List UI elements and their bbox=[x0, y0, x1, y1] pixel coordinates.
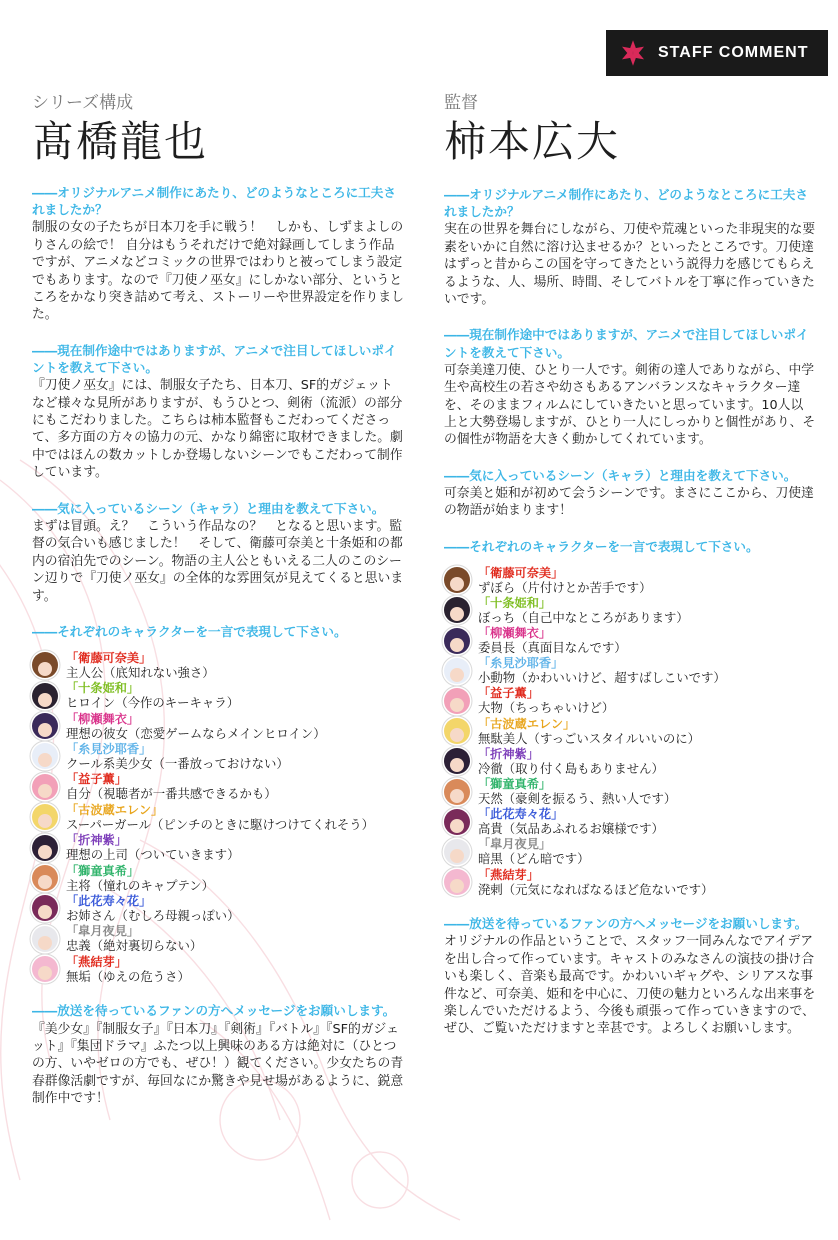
character-name: 「糸見沙耶香」 bbox=[66, 741, 152, 756]
character-text bbox=[478, 686, 614, 715]
staff-name: 髙橋龍也 bbox=[32, 117, 209, 166]
character-text bbox=[478, 717, 700, 746]
character-description: 暗黒（どん暗です） bbox=[478, 851, 590, 867]
avatar-face bbox=[450, 607, 464, 621]
character-name: 「衛藤可奈美」 bbox=[478, 565, 564, 580]
character-row bbox=[32, 711, 404, 741]
character-description: 小動物（かわいいけど、超すばしこいです） bbox=[478, 670, 726, 686]
question: ――気に入っているシーン（キャラ）と理由を教えて下さい。 bbox=[32, 500, 385, 516]
character-avatar bbox=[32, 713, 58, 739]
character-name: 「此花寿々花」 bbox=[478, 807, 564, 822]
character-row bbox=[32, 650, 404, 680]
character-name: 「糸見沙耶香」 bbox=[478, 656, 564, 671]
character-avatar bbox=[32, 683, 58, 709]
character-avatar bbox=[444, 688, 470, 714]
character-name: 「燕結芽」 bbox=[478, 867, 539, 882]
character-text bbox=[478, 626, 627, 655]
character-row bbox=[444, 746, 816, 776]
character-description: 主将（憧れのキャプテン） bbox=[66, 877, 215, 893]
question: ――それぞれのキャラクターを一言で表現して下さい。 bbox=[32, 623, 347, 639]
character-description: スーパーガール（ピンチのときに駆けつけてくれそう） bbox=[66, 816, 375, 832]
character-row bbox=[444, 837, 816, 867]
avatar-face bbox=[38, 753, 52, 767]
character-description: 溌剌（元気になればなるほど危ないです） bbox=[478, 881, 714, 897]
character-name: 「折神紫」 bbox=[478, 746, 539, 761]
character-name: 「十条姫和」 bbox=[66, 681, 140, 696]
character-row bbox=[32, 954, 404, 984]
character-name: 「折神紫」 bbox=[66, 833, 127, 848]
answer: まずは冒頭。え？ こういう作品なの？ となると思います。監督の気合いも感じました！ そして、衛藤可奈美と十条姫和の都内の宿泊先でのシーン。物語の主人公ともいえる二人のこのシーン辺りで『刀使ノ巫女』の全体的な雰囲気が見えてくると思います。 bbox=[32, 518, 404, 604]
avatar-face bbox=[38, 814, 52, 828]
character-avatar bbox=[444, 658, 470, 684]
character-name: 「衛藤可奈美」 bbox=[66, 650, 152, 665]
character-avatar bbox=[32, 835, 58, 861]
character-text bbox=[66, 712, 326, 741]
character-row bbox=[444, 867, 816, 897]
character-row bbox=[32, 863, 404, 893]
character-row bbox=[32, 772, 404, 802]
character-row bbox=[444, 565, 816, 595]
character-description: クール系美少女（一番放っておけない） bbox=[66, 755, 289, 771]
character-description: 無垢（ゆえの危うさ） bbox=[66, 968, 190, 984]
character-name: 「益子薫」 bbox=[478, 686, 539, 701]
character-name: 「獅童真希」 bbox=[478, 777, 552, 791]
character-row bbox=[444, 595, 816, 625]
character-name: 「燕結芽」 bbox=[66, 954, 127, 969]
character-description: ぼっち（自己中なところがあります） bbox=[478, 609, 689, 625]
character-name: 「益子薫」 bbox=[66, 772, 127, 787]
character-name: 「古波蔵エレン」 bbox=[66, 802, 164, 817]
character-text bbox=[66, 924, 202, 953]
character-avatar bbox=[444, 839, 470, 865]
character-list bbox=[32, 650, 404, 984]
avatar-face bbox=[450, 668, 464, 682]
character-description: お姉さん（むしろ母親っぽい） bbox=[66, 907, 240, 923]
answer: 『刀使ノ巫女』には、制服女子たち、日本刀、SF的ガジェットなど様々な見所がありますが、もうひとつ、剣術（流派）の部分にもこだわりました。こちらは柿本監督もこだわってくださって、多方面の方々の協力の元、かなり綿密に取材できました。劇中ではほんの数カットしか登場しないシーンでもこだわって制作しています。 bbox=[32, 378, 403, 481]
character-avatar bbox=[444, 748, 470, 774]
question: ――放送を待っているファンの方へメッセージをお願いします。 bbox=[32, 1003, 396, 1019]
character-name: 「獅童真希」 bbox=[66, 863, 140, 878]
character-row bbox=[444, 686, 816, 716]
character-avatar bbox=[32, 774, 58, 800]
answer: 可奈美と姫和が初めて会うシーンです。まさにここから、刀使達の物語が始まります！ bbox=[444, 486, 814, 519]
character-avatar bbox=[32, 865, 58, 891]
character-name: 「十条姫和」 bbox=[478, 595, 552, 610]
character-list bbox=[444, 565, 816, 897]
avatar-face bbox=[450, 698, 464, 712]
character-text bbox=[66, 803, 374, 832]
question: ――オリジナルアニメ制作にあたり、どのようなところに工夫されましたか？ bbox=[444, 187, 808, 220]
character-description: 理想の彼女（恋愛ゲームならメインヒロイン） bbox=[66, 725, 326, 741]
character-text bbox=[478, 777, 676, 806]
character-text bbox=[478, 656, 726, 685]
avatar-face bbox=[38, 662, 52, 676]
character-text bbox=[478, 747, 664, 776]
character-name: 「柳瀬舞衣」 bbox=[66, 711, 140, 726]
avatar-face bbox=[450, 758, 464, 772]
question: ――現在制作途中ではありますが、アニメで注目してほしいポイントを教えて下さい。 bbox=[444, 327, 809, 360]
character-description: 大物（ちっちゃいけど） bbox=[478, 700, 615, 716]
character-row bbox=[32, 741, 404, 771]
character-description: ヒロイン（今作のキーキャラ） bbox=[66, 695, 240, 711]
character-text bbox=[66, 772, 277, 801]
character-description: 自分（視聴者が一番共感できるかも） bbox=[66, 786, 277, 802]
character-row bbox=[444, 776, 816, 806]
character-text bbox=[478, 566, 651, 595]
avatar-face bbox=[38, 723, 52, 737]
question: ――オリジナルアニメ制作にあたり、どのようなところに工夫されましたか？ bbox=[32, 185, 396, 218]
avatar-face bbox=[450, 638, 464, 652]
character-avatar bbox=[32, 926, 58, 952]
character-avatar bbox=[32, 652, 58, 678]
question: ――気に入っているシーン（キャラ）と理由を教えて下さい。 bbox=[444, 467, 797, 483]
character-row bbox=[444, 807, 816, 837]
character-row bbox=[444, 656, 816, 686]
character-avatar bbox=[444, 779, 470, 805]
answer: 可奈美達刀使、ひとり一人です。剣術の達人でありながら、中学生や高校生の若さや幼さもあるアンバランスなキャラクター達を、そのままフィルムにしていきたいと思っています。10人以上と大勢登場しますが、ひとり一人にしっかりと個性があり、その個性が物語を大きく動かしてくれています。 bbox=[444, 362, 816, 448]
answer: オリジナルの作品ということで、スタッフ一同みんなでアイデアを出し合って作っています。キャストのみなさんの演技の掛け合いも楽しく、音楽も最高です。かわいいギャグや、シリアスな事件など、可奈美、姫和を中心に、刀使の魅力といろんな出来事を楽しんでいただけるよう、今後も頑張って作っていきますので、ぜひ、ご覧いただけますと幸甚です。よろしくお願いします。 bbox=[444, 934, 816, 1037]
answer: 制服の女の子たちが日本刀を手に戦う！ しかも、しずまよしのりさんの絵で！ 自分はもうそれだけで絶対録画してしまう作品ですが、アニメなどコミックの世界ではわりと被ってしまう設定でもあります。なので『刀使ノ巫女』にしかない部分、というところをかなり突き詰めて考え、ストーリーや世界設定を作りました。 bbox=[32, 220, 404, 323]
avatar-face bbox=[450, 849, 464, 863]
right-column bbox=[444, 92, 816, 1038]
avatar-face bbox=[38, 936, 52, 950]
character-text bbox=[478, 596, 689, 625]
character-name: 「古波蔵エレン」 bbox=[478, 716, 576, 731]
avatar-face bbox=[450, 789, 464, 803]
staff-comment-badge bbox=[606, 30, 828, 76]
character-description: 無駄美人（すっごいスタイルいいのに） bbox=[478, 730, 701, 746]
avatar-face bbox=[450, 819, 464, 833]
character-avatar bbox=[444, 567, 470, 593]
answer: 『美少女』『制服女子』『日本刀』『剣術』『バトル』『SF的ガジェット』『集団ドラマ』ふたつ以上興味のある方は絶対に（ひとつの方、いやゼロの方でも、ぜひ！）観てください。少女たちの青春群像活劇ですが、毎回なにか驚きや見せ場があるように、鋭意制作中です！ bbox=[32, 1021, 404, 1107]
character-description: 委員長（真面目なんです） bbox=[478, 640, 627, 656]
question: ――放送を待っているファンの方へメッセージをお願いします。 bbox=[444, 916, 808, 932]
character-avatar bbox=[32, 804, 58, 830]
character-description: 天然（豪剣を振るう、熱い人です） bbox=[478, 791, 677, 806]
avatar-face bbox=[38, 784, 52, 798]
character-row bbox=[32, 832, 404, 862]
character-name: 「柳瀬舞衣」 bbox=[478, 626, 552, 641]
avatar-face bbox=[38, 966, 52, 980]
character-row bbox=[32, 802, 404, 832]
character-text bbox=[478, 837, 590, 866]
character-description: 主人公（底知れない強さ） bbox=[66, 664, 215, 680]
character-description: 冷徹（取り付く島もありません） bbox=[478, 760, 664, 776]
avatar-face bbox=[38, 693, 52, 707]
character-row bbox=[444, 716, 816, 746]
avatar-face bbox=[38, 905, 52, 919]
character-name: 「此花寿々花」 bbox=[66, 893, 152, 908]
staff-name: 柿本広大 bbox=[444, 117, 621, 166]
avatar-face bbox=[450, 728, 464, 742]
character-description: ずぼら（片付けとか苦手です） bbox=[478, 579, 652, 595]
character-avatar bbox=[444, 628, 470, 654]
character-name: 「皐月夜見」 bbox=[66, 924, 140, 939]
character-text bbox=[66, 742, 289, 771]
character-avatar bbox=[444, 597, 470, 623]
avatar-face bbox=[38, 875, 52, 889]
avatar-face bbox=[38, 845, 52, 859]
character-text bbox=[66, 833, 239, 862]
character-avatar bbox=[444, 869, 470, 895]
character-name: 「皐月夜見」 bbox=[478, 837, 552, 852]
character-avatar bbox=[32, 895, 58, 921]
character-description: 高貴（気品あふれるお嬢様です） bbox=[478, 821, 664, 837]
question: ――現在制作途中ではありますが、アニメで注目してほしいポイントを教えて下さい。 bbox=[32, 342, 397, 376]
character-text bbox=[66, 864, 214, 893]
avatar-face bbox=[450, 577, 464, 591]
character-row bbox=[32, 893, 404, 923]
character-avatar bbox=[444, 718, 470, 744]
character-text bbox=[66, 955, 190, 984]
staff-role: シリーズ構成 bbox=[32, 93, 134, 113]
avatar-face bbox=[450, 879, 464, 893]
character-avatar bbox=[444, 809, 470, 835]
badge-label: STAFF COMMENT bbox=[658, 44, 809, 61]
character-row bbox=[444, 625, 816, 655]
staff-role: 監督 bbox=[444, 93, 478, 113]
character-row bbox=[32, 924, 404, 954]
character-text bbox=[66, 894, 239, 923]
character-text bbox=[66, 651, 215, 680]
star-icon bbox=[618, 38, 648, 68]
character-text bbox=[478, 807, 664, 836]
character-avatar bbox=[32, 956, 58, 982]
character-description: 理想の上司（ついていきます） bbox=[66, 847, 240, 863]
character-text bbox=[478, 868, 713, 897]
answer: 実在の世界を舞台にしながら、刀使や荒魂といった非現実的な要素をいかに自然に溶け込ませるか？といったところです。刀使達はずっと昔からこの国を守ってきたという説得力を感じてもらえるような、人、場所、時間、そしてバトルを丁寧に作っていきたいです。 bbox=[444, 222, 816, 308]
character-text bbox=[66, 681, 239, 710]
character-avatar bbox=[32, 743, 58, 769]
left-column bbox=[32, 92, 404, 1108]
character-description: 忠義（絶対裏切らない） bbox=[66, 938, 203, 954]
question: ――それぞれのキャラクターを一言で表現して下さい。 bbox=[444, 538, 759, 554]
character-row bbox=[32, 681, 404, 711]
